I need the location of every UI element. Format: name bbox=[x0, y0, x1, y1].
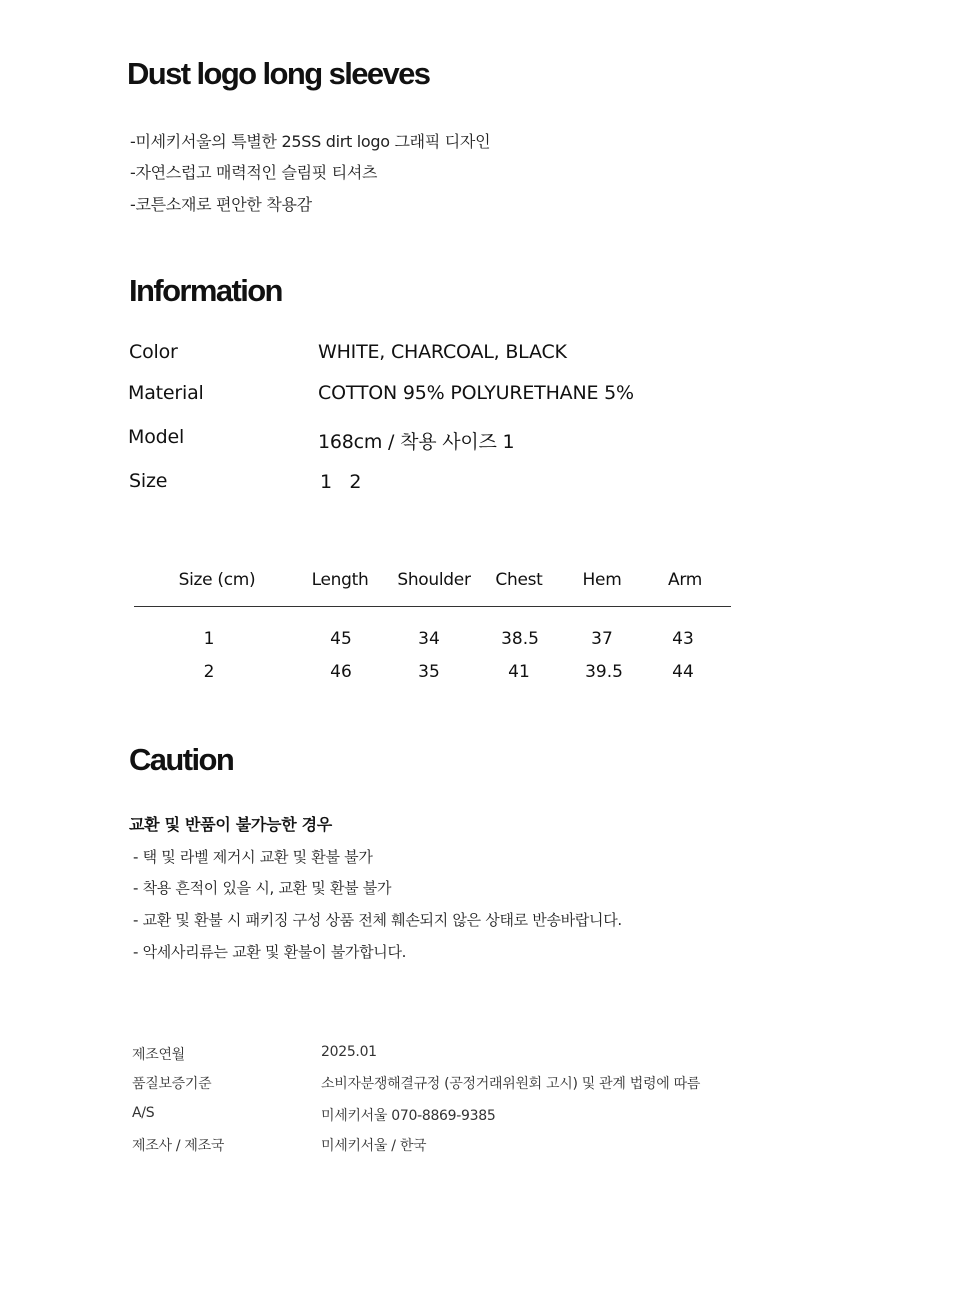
footer-value-manufacturer: 미세키서울 / 한국 bbox=[321, 1138, 427, 1154]
information-heading: Information bbox=[129, 273, 282, 308]
footer-label-quality-standard: 품질보증기준 bbox=[132, 1076, 212, 1092]
table-row-2-size: 2 bbox=[203, 662, 215, 682]
table-row-2-chest: 41 bbox=[508, 662, 530, 682]
table-divider bbox=[134, 606, 731, 607]
info-value-model: 168cm / 착용 사이즈 1 bbox=[318, 431, 515, 453]
description-line-2: -자연스럽고 매력적인 슬림핏 티셔츠 bbox=[130, 163, 378, 182]
table-header-hem: Hem bbox=[582, 570, 622, 590]
info-label-model: Model bbox=[128, 426, 185, 448]
table-row-2-shoulder: 35 bbox=[418, 662, 440, 682]
table-header-chest: Chest bbox=[495, 570, 543, 590]
info-label-color: Color bbox=[129, 341, 178, 363]
table-row-2-length: 46 bbox=[330, 662, 352, 682]
table-header-length: Length bbox=[311, 570, 369, 590]
caution-item-4: - 악세사리류는 교환 및 환불이 불가합니다. bbox=[133, 943, 407, 961]
footer-value-as: 미세키서울 070-8869-9385 bbox=[321, 1108, 496, 1124]
info-value-color: WHITE, CHARCOAL, BLACK bbox=[318, 341, 567, 363]
product-title: Dust logo long sleeves bbox=[127, 56, 430, 91]
caution-heading: Caution bbox=[129, 742, 234, 777]
footer-value-manufacture-date: 2025.01 bbox=[321, 1044, 377, 1060]
caution-item-1: - 택 및 라벨 제거시 교환 및 환불 불가 bbox=[133, 848, 373, 866]
table-row-1-chest: 38.5 bbox=[501, 629, 539, 649]
table-header-shoulder: Shoulder bbox=[397, 570, 471, 590]
table-header-size: Size (cm) bbox=[178, 570, 256, 590]
table-row-1-arm: 43 bbox=[672, 629, 694, 649]
description-line-1: -미세키서울의 특별한 25SS dirt logo 그래픽 디자인 bbox=[130, 132, 491, 151]
info-label-material: Material bbox=[128, 382, 204, 404]
caution-subheading: 교환 및 반품이 불가능한 경우 bbox=[129, 815, 332, 834]
table-row-1-hem: 37 bbox=[591, 629, 613, 649]
table-row-1-length: 45 bbox=[330, 629, 352, 649]
table-row-2-arm: 44 bbox=[672, 662, 694, 682]
footer-label-manufacture-date: 제조연월 bbox=[132, 1047, 185, 1063]
info-label-size: Size bbox=[129, 470, 168, 492]
info-value-material: COTTON 95% POLYURETHANE 5% bbox=[318, 382, 634, 404]
table-header-arm: Arm bbox=[668, 570, 702, 590]
caution-item-3: - 교환 및 환불 시 패키징 구성 상품 전체 훼손되지 않은 상태로 반송바랍니다. bbox=[133, 911, 622, 929]
footer-label-as: A/S bbox=[132, 1105, 155, 1121]
caution-item-2: - 착용 흔적이 있을 시, 교환 및 환불 불가 bbox=[133, 879, 392, 897]
description-line-3: -코튼소재로 편안한 착용감 bbox=[130, 195, 312, 214]
table-row-1-size: 1 bbox=[203, 629, 215, 649]
table-row-2-hem: 39.5 bbox=[585, 662, 623, 682]
footer-label-manufacturer: 제조사 / 제조국 bbox=[132, 1138, 225, 1154]
table-row-1-shoulder: 34 bbox=[418, 629, 440, 649]
footer-value-quality-standard: 소비자분쟁해결규정 (공정거래위원회 고시) 및 관계 법령에 따름 bbox=[321, 1076, 701, 1092]
info-value-size: 1 2 bbox=[320, 471, 362, 493]
